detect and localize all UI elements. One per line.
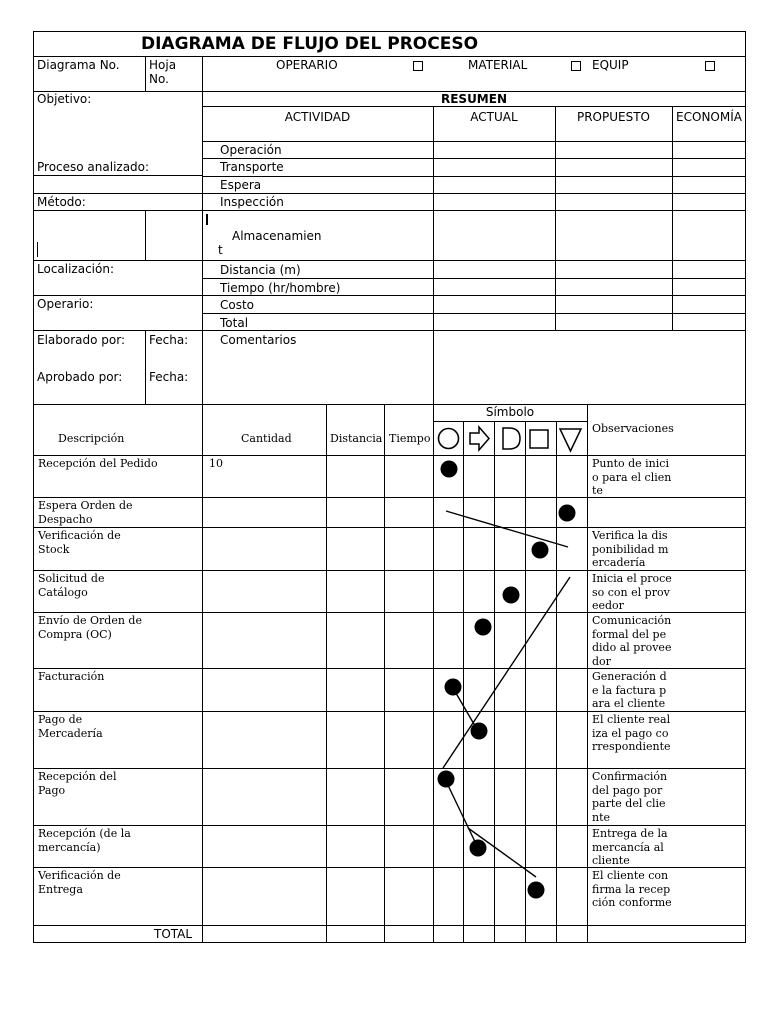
localizacion-label: Localización: <box>37 262 115 276</box>
resumen-row-transporte: Transporte <box>220 160 284 174</box>
resumen-col-actividad: ACTIVIDAD <box>284 110 351 124</box>
metodo-label: Método: <box>37 195 86 209</box>
resumen-col-propuesto: PROPUESTO <box>576 110 650 124</box>
row-observaciones: Confirmación del pago por parte del cliente <box>592 770 668 824</box>
row-description: Facturación <box>38 670 105 683</box>
equip-label: EQUIP <box>592 58 629 72</box>
aprobado-fecha-label: Fecha: <box>149 370 189 384</box>
symbol-dot <box>559 505 576 522</box>
row-description: Espera Orden de Despacho <box>38 499 133 526</box>
material-label: MATERIAL <box>468 58 528 72</box>
col-simbolo-header: Símbolo <box>485 405 535 419</box>
connector-line <box>445 779 478 848</box>
symbol-dot <box>470 840 487 857</box>
resumen-col-actual: ACTUAL <box>470 110 518 124</box>
row-description: Recepción del Pedido <box>38 457 158 470</box>
symbol-dot <box>471 723 488 740</box>
proceso-analizado-label: Proceso analizado: <box>37 160 150 174</box>
row-observaciones: El cliente realiza el pago correspondiente <box>592 713 671 753</box>
symbol-dot <box>528 882 545 899</box>
elaborado-fecha-label: Fecha: <box>149 333 189 347</box>
row-observaciones: Generación de la factura para el cliente <box>592 670 667 710</box>
row-observaciones: Comunicación formal del pedido al proveedor <box>592 614 672 668</box>
objetivo-label: Objetivo: <box>37 92 92 106</box>
form-title: DIAGRAMA DE FLUJO DEL PROCESO <box>141 34 479 54</box>
symbol-dot <box>503 587 520 604</box>
row-observaciones: El cliente confirma la recepción conforme <box>592 869 672 909</box>
resumen-row-distancia: Distancia (m) <box>220 263 301 277</box>
resumen-row-operacion: Operación <box>220 143 282 157</box>
connector-line <box>446 511 568 547</box>
resumen-row-tiempo: Tiempo (hr/hombre) <box>220 281 341 295</box>
row-description: Recepción del Pago <box>38 770 117 797</box>
row-description: Verificación de Entrega <box>38 869 121 896</box>
col-cantidad-header: Cantidad <box>241 432 292 445</box>
elaborado-label: Elaborado por: <box>37 333 126 347</box>
row-observaciones: Entrega de la mercancía al cliente <box>592 827 668 867</box>
total-label: TOTAL <box>154 927 193 941</box>
row-observaciones: Verifica la disponibilidad mercadería <box>592 529 669 569</box>
aprobado-label: Aprobado por: <box>37 370 123 384</box>
row-cantidad: 10 <box>209 457 223 470</box>
row-description: Solicitud de Catálogo <box>38 572 105 599</box>
connector-line <box>443 577 570 768</box>
symbol-dot <box>441 461 458 478</box>
symbol-dot <box>438 771 455 788</box>
symbol-dot <box>475 619 492 636</box>
resumen-row-almacenamiento: Almacenamient <box>218 229 322 257</box>
resumen-row-inspeccion: Inspección <box>220 195 284 209</box>
resumen-row-costo: Costo <box>220 298 255 312</box>
row-description: Verificación de Stock <box>38 529 121 556</box>
col-tiempo-header: Tiempo <box>389 432 431 445</box>
col-descripcion-header: Descripción <box>58 432 125 445</box>
row-description: Envío de Orden de Compra (OC) <box>38 614 142 641</box>
row-description: Recepción (de la mercancía) <box>38 827 131 854</box>
resumen-row-total: Total <box>220 316 249 330</box>
hoja-no-label: Hoja No. <box>149 58 177 86</box>
row-description: Pago de Mercadería <box>38 713 103 740</box>
operario-label: OPERARIO <box>276 58 338 72</box>
diagram-no-label: Diagrama No. <box>37 58 120 72</box>
comentarios-label: Comentarios <box>220 333 297 347</box>
operario-field-label: Operario: <box>37 297 94 311</box>
symbol-dot <box>445 679 462 696</box>
resumen-row-espera: Espera <box>220 178 262 192</box>
row-observaciones: Inicia el proceso con el proveedor <box>592 572 672 612</box>
col-distancia-header: Distancia <box>330 432 383 445</box>
col-observaciones-header: Observaciones <box>592 422 674 435</box>
resumen-col-economia: ECONOMÍA <box>676 110 742 124</box>
resumen-title: RESUMEN <box>440 92 507 106</box>
row-observaciones: Punto de inicio para el cliente <box>592 457 672 497</box>
symbol-dot <box>532 542 549 559</box>
